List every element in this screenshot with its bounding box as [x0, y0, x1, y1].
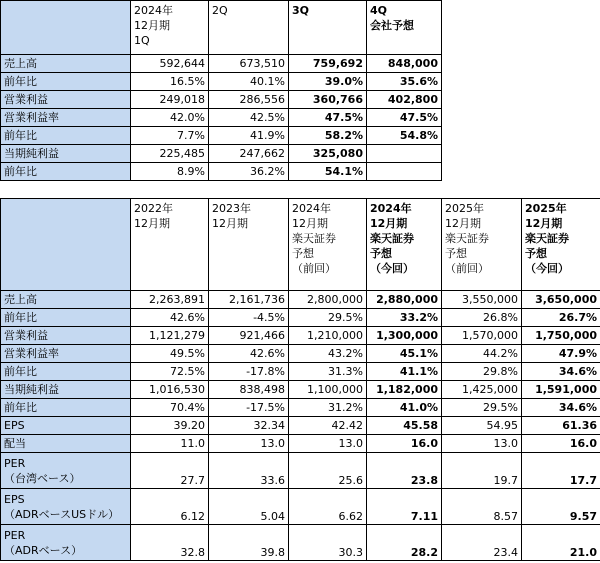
value-cell: 47.9%	[522, 345, 600, 363]
table-row	[1, 309, 600, 327]
value-cell: 2,880,000	[367, 291, 442, 309]
value-cell: 54.1%	[289, 163, 367, 181]
value-cell: 673,510	[209, 55, 289, 73]
row-label: 当期純利益	[1, 145, 131, 163]
row-label: EPS （ADRベースUSドル）	[1, 489, 131, 525]
value-cell: 1,750,000	[522, 327, 600, 345]
value-cell: 19.7	[442, 453, 522, 489]
value-cell: 6.12	[131, 489, 209, 525]
row-label: 売上高	[1, 291, 131, 309]
row-label: 営業利益率	[1, 345, 131, 363]
header-row	[1, 199, 600, 291]
value-cell: 54.95	[442, 417, 522, 435]
table-row	[1, 489, 600, 525]
row-label: 営業利益率	[1, 109, 131, 127]
value-cell: 6.62	[289, 489, 367, 525]
value-cell: 1,300,000	[367, 327, 442, 345]
value-cell: 29.5%	[289, 309, 367, 327]
value-cell: 45.1%	[367, 345, 442, 363]
value-cell: 41.0%	[367, 399, 442, 417]
value-cell: 34.6%	[522, 363, 600, 381]
value-cell: 1,121,279	[131, 327, 209, 345]
value-cell: 1,570,000	[442, 327, 522, 345]
value-cell: 838,498	[209, 381, 289, 399]
value-cell: 42.42	[289, 417, 367, 435]
value-cell: 17.7	[522, 453, 600, 489]
row-label: 前年比	[1, 163, 131, 181]
row-label: EPS	[1, 417, 131, 435]
value-cell: -17.8%	[209, 363, 289, 381]
value-cell: 31.3%	[289, 363, 367, 381]
value-cell: 9.57	[522, 489, 600, 525]
value-cell: 33.2%	[367, 309, 442, 327]
row-label: 当期純利益	[1, 381, 131, 399]
value-cell: 13.0	[209, 435, 289, 453]
row-label: 営業利益	[1, 91, 131, 109]
value-cell: 58.2%	[289, 127, 367, 145]
value-cell: 3,550,000	[442, 291, 522, 309]
value-cell: 11.0	[131, 435, 209, 453]
value-cell: 25.6	[289, 453, 367, 489]
value-cell: 2,800,000	[289, 291, 367, 309]
table-row	[1, 163, 442, 181]
value-cell: 72.5%	[131, 363, 209, 381]
value-cell: 2,263,891	[131, 291, 209, 309]
column-header: 3Q	[289, 1, 367, 55]
value-cell: 32.34	[209, 417, 289, 435]
table-row	[1, 109, 442, 127]
table-row	[1, 145, 442, 163]
value-cell: 1,210,000	[289, 327, 367, 345]
value-cell: 30.3	[289, 525, 367, 561]
value-cell: 41.9%	[209, 127, 289, 145]
value-cell: 13.0	[442, 435, 522, 453]
value-cell: 1,100,000	[289, 381, 367, 399]
value-cell: 592,644	[131, 55, 209, 73]
value-cell: 47.5%	[289, 109, 367, 127]
value-cell: 26.7%	[522, 309, 600, 327]
column-header: 2024年 12月期 楽天証券 予想 （今回）	[367, 199, 442, 291]
value-cell: 1,425,000	[442, 381, 522, 399]
value-cell: 2,161,736	[209, 291, 289, 309]
table-row	[1, 525, 600, 561]
value-cell	[367, 163, 442, 181]
value-cell: 7.7%	[131, 127, 209, 145]
table-row	[1, 363, 600, 381]
column-header: 2024年 12月期 楽天証券 予想 （前回）	[289, 199, 367, 291]
header-corner	[1, 1, 131, 55]
value-cell: 759,692	[289, 55, 367, 73]
value-cell: 13.0	[289, 435, 367, 453]
value-cell: 7.11	[367, 489, 442, 525]
value-cell: 360,766	[289, 91, 367, 109]
value-cell: 29.8%	[442, 363, 522, 381]
value-cell: 40.1%	[209, 73, 289, 91]
column-header: 2025年 12月期 楽天証券 予想 （今回）	[522, 199, 600, 291]
column-header: 2025年 12月期 楽天証券 予想 （前回）	[442, 199, 522, 291]
table-row	[1, 327, 600, 345]
row-label: 売上高	[1, 55, 131, 73]
quarterly-table	[0, 0, 442, 181]
value-cell: 39.20	[131, 417, 209, 435]
value-cell: 8.9%	[131, 163, 209, 181]
column-header: 4Q 会社予想	[367, 1, 442, 55]
row-label: 配当	[1, 435, 131, 453]
value-cell: 921,466	[209, 327, 289, 345]
table-row	[1, 127, 442, 145]
column-header: 2022年 12月期	[131, 199, 209, 291]
value-cell: 42.0%	[131, 109, 209, 127]
value-cell: 8.57	[442, 489, 522, 525]
value-cell: 54.8%	[367, 127, 442, 145]
table-row	[1, 417, 600, 435]
value-cell: 61.36	[522, 417, 600, 435]
header-corner	[1, 199, 131, 291]
value-cell: 1,591,000	[522, 381, 600, 399]
value-cell: 225,485	[131, 145, 209, 163]
value-cell: 27.7	[131, 453, 209, 489]
value-cell: 26.8%	[442, 309, 522, 327]
value-cell: 39.8	[209, 525, 289, 561]
annual-table	[0, 198, 600, 561]
value-cell: 32.8	[131, 525, 209, 561]
value-cell: 848,000	[367, 55, 442, 73]
table-row	[1, 399, 600, 417]
value-cell: 286,556	[209, 91, 289, 109]
row-label: PER （台湾ベース）	[1, 453, 131, 489]
value-cell: 402,800	[367, 91, 442, 109]
table-row	[1, 55, 442, 73]
value-cell: 247,662	[209, 145, 289, 163]
value-cell: 49.5%	[131, 345, 209, 363]
value-cell: 34.6%	[522, 399, 600, 417]
value-cell: 28.2	[367, 525, 442, 561]
value-cell: 43.2%	[289, 345, 367, 363]
value-cell: 70.4%	[131, 399, 209, 417]
value-cell: -17.5%	[209, 399, 289, 417]
header-row	[1, 1, 442, 55]
value-cell: 33.6	[209, 453, 289, 489]
value-cell: 23.4	[442, 525, 522, 561]
value-cell: 31.2%	[289, 399, 367, 417]
value-cell: 1,182,000	[367, 381, 442, 399]
value-cell: 42.6%	[209, 345, 289, 363]
row-label: PER （ADRベース）	[1, 525, 131, 561]
table-row	[1, 435, 600, 453]
row-label: 前年比	[1, 399, 131, 417]
value-cell: 1,016,530	[131, 381, 209, 399]
value-cell: 42.6%	[131, 309, 209, 327]
value-cell: 41.1%	[367, 363, 442, 381]
value-cell: 16.0	[522, 435, 600, 453]
value-cell: 325,080	[289, 145, 367, 163]
table-row	[1, 381, 600, 399]
table-row	[1, 291, 600, 309]
value-cell: 47.5%	[367, 109, 442, 127]
row-label: 前年比	[1, 309, 131, 327]
table-row	[1, 73, 442, 91]
value-cell: 42.5%	[209, 109, 289, 127]
value-cell: 16.0	[367, 435, 442, 453]
row-label: 営業利益	[1, 327, 131, 345]
row-label: 前年比	[1, 127, 131, 145]
value-cell: 39.0%	[289, 73, 367, 91]
value-cell: 29.5%	[442, 399, 522, 417]
column-header: 2Q	[209, 1, 289, 55]
value-cell: 21.0	[522, 525, 600, 561]
value-cell: 23.8	[367, 453, 442, 489]
value-cell: 249,018	[131, 91, 209, 109]
value-cell: 16.5%	[131, 73, 209, 91]
column-header: 2024年 12月期 1Q	[131, 1, 209, 55]
column-header: 2023年 12月期	[209, 199, 289, 291]
table-row	[1, 453, 600, 489]
table-row	[1, 345, 600, 363]
row-label: 前年比	[1, 73, 131, 91]
value-cell: -4.5%	[209, 309, 289, 327]
value-cell: 3,650,000	[522, 291, 600, 309]
table-row	[1, 91, 442, 109]
value-cell: 35.6%	[367, 73, 442, 91]
row-label: 前年比	[1, 363, 131, 381]
value-cell: 36.2%	[209, 163, 289, 181]
value-cell: 45.58	[367, 417, 442, 435]
value-cell: 5.04	[209, 489, 289, 525]
value-cell	[367, 145, 442, 163]
value-cell: 44.2%	[442, 345, 522, 363]
